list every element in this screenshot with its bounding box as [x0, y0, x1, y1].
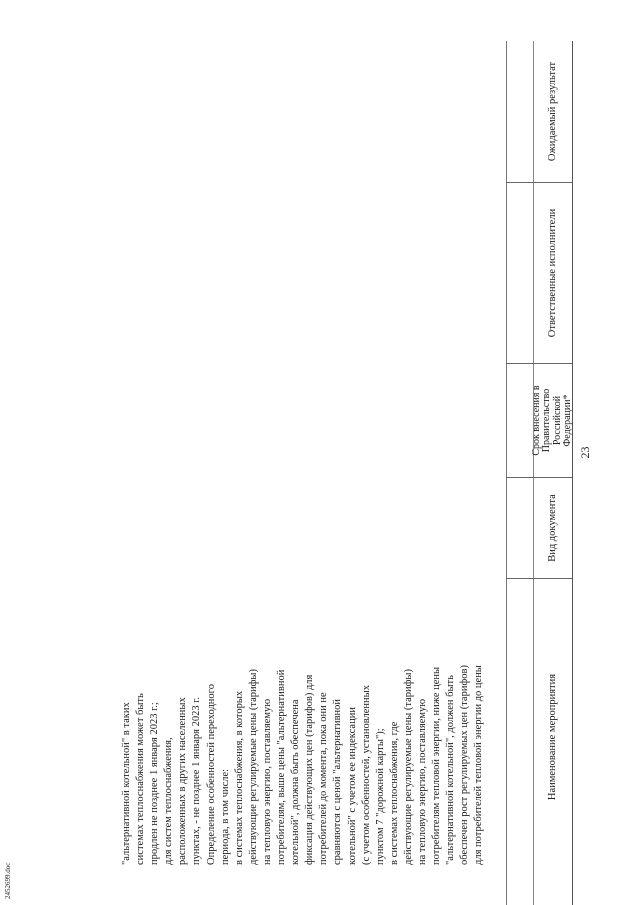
body-line: "альтернативной котельной" в таких	[121, 702, 132, 865]
body-line: Определение особенностей переходного	[205, 684, 217, 865]
body-line: продлен не позднее 1 января 2023 г.;	[149, 702, 161, 865]
body-line: потребителей до момента, пока они не	[318, 692, 330, 865]
body-line: потребителям, выше цены "альтернативной	[276, 669, 288, 865]
body-line: расположенных в других населенных	[177, 697, 189, 865]
body-line: системах теплоснабжения может быть	[135, 693, 147, 865]
body-line: на тепловую энергию, поставляемую	[416, 698, 428, 865]
table-bottom-border	[506, 41, 507, 905]
header-doc-type: Вид документа	[546, 494, 558, 562]
body-line: периода, в том числе:	[219, 768, 231, 865]
body-text	[120, 603, 486, 865]
body-line: в системах теплоснабжения, в которых	[233, 690, 245, 865]
body-line: котельной" с учетом ее индексации	[346, 707, 358, 865]
body-line: пунктом 7 "дорожной карты");	[374, 728, 386, 865]
header-name: Наименование мероприятия	[546, 673, 558, 801]
body-line: пунктах, - не позднее 1 января 2023 г.	[191, 697, 203, 865]
body-line: в системах теплоснабжения, где	[388, 721, 400, 865]
header-responsible: Ответственные исполнители	[546, 208, 558, 338]
body-line: (с учетом особенностей, установленных	[360, 685, 372, 865]
body-line: "альтернативной котельной", должен быть	[445, 675, 457, 865]
header-deadline: Срок внесения в Правительство Российской Федерации*	[530, 385, 573, 456]
body-line: действующие регулируемые цены (тарифы)	[247, 669, 259, 865]
body-line: котельной", должна быть обеспечена	[290, 699, 302, 865]
body-line: потребителям тепловой энергии, ниже цены	[431, 666, 443, 865]
table-top-border	[572, 41, 573, 905]
body-line: обеспечен рост регулируемых цен (тарифов)	[459, 665, 471, 865]
body-line: для систем теплоснабжения,	[163, 737, 175, 865]
body-line: действующие регулируемые цены (тарифы)	[402, 669, 414, 865]
body-line: для потребителей тепловой энергии до цены	[473, 665, 485, 865]
body-line: сравняются с ценой "альтернативной	[332, 698, 344, 865]
header-result: Ожидаемый результат	[546, 61, 558, 162]
body-line: на тепловую энергию, поставляемую	[261, 698, 273, 865]
page-number: 23	[578, 446, 592, 459]
body-line: фиксация действующих цен (тарифов) для	[304, 674, 316, 865]
doc-reference: 2452699.doc	[4, 862, 12, 899]
